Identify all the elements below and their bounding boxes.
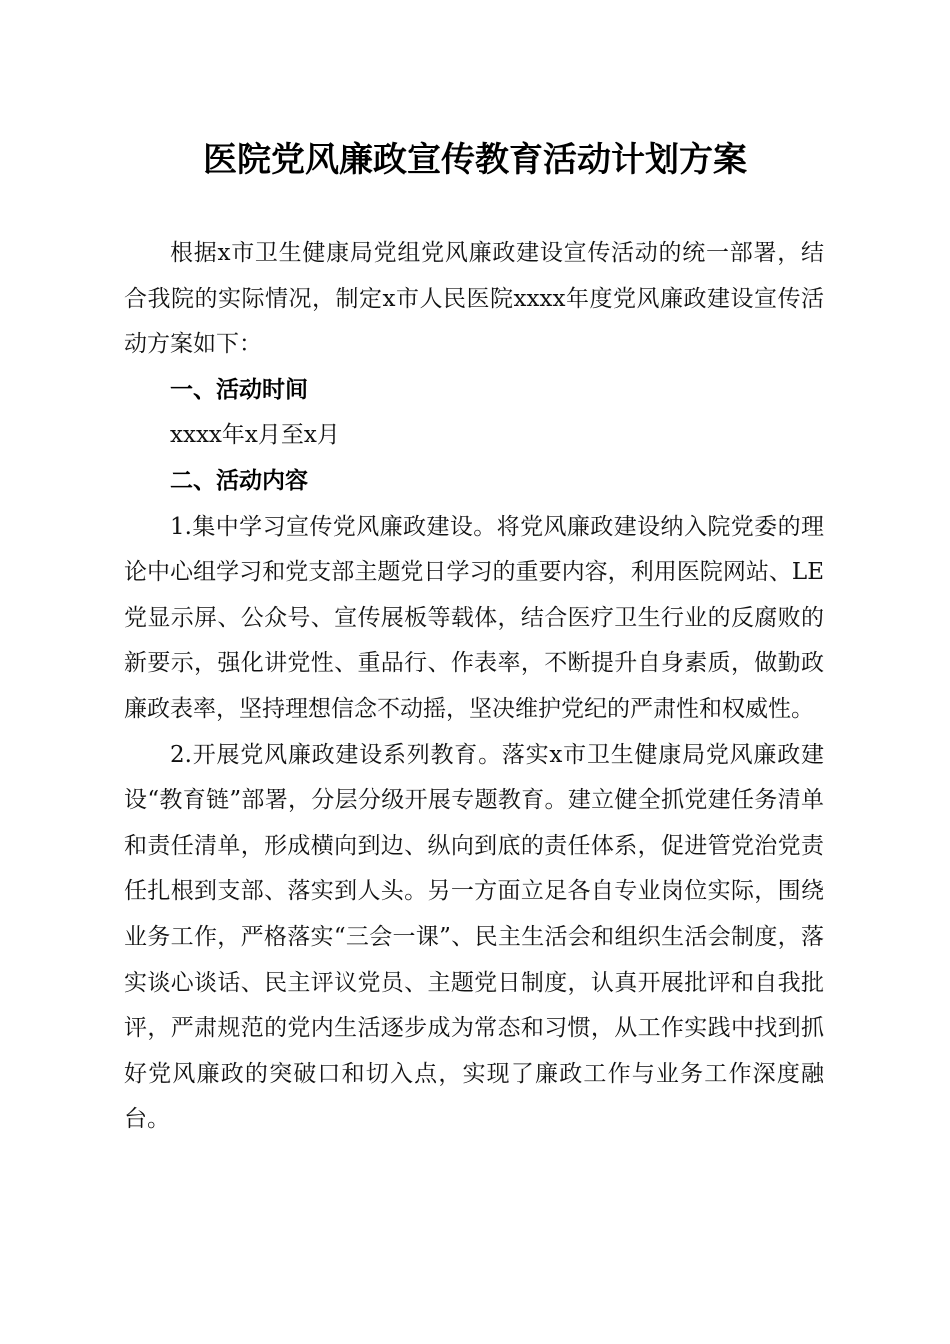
activity-time-text: xxxx年x月至x月 (170, 422, 340, 449)
intro-paragraph: 根据x市卫生健康局党组党风廉政建设宣传活动的统一部署，结合我院的实际情况，制定x市人民医院xxxx年度党风廉政建设宣传活动方案如下： (124, 240, 824, 358)
section-heading-time: 一、活动时间 (170, 376, 308, 403)
document-body (124, 231, 824, 1143)
content-item-1: 1.集中学习宣传党风廉政建设。将党风廉政建设纳入院党委的理论中心组学习和党支部主题党日学习的重要内容，利用医院网站、LE党显示屏、公众号、宣传展板等载体，结合医疗卫生行业的反腐败的新要示，强化讲党性、重品行、作表率，不断提升自身素质，做勤政廉政表率，坚持理想信念不动摇，坚决维护党纪的严肃性和权威性。 (124, 513, 824, 722)
section-heading-content: 二、活动内容 (170, 467, 308, 494)
document-title: 医院党风廉政宣传教育活动计划方案 (203, 140, 747, 180)
content-item-2: 2.开展党风廉政建设系列教育。落实x市卫生健康局党风廉政建设“教育链”部署，分层分级开展专题教育。建立健全抓党建任务清单和责任清单，形成横向到边、纵向到底的责任体系，促进管党治党责任扎根到支部、落实到人头。另一方面立足各自专业岗位实际，围绕业务工作，严格落实“三会一课”、民主生活会和组织生活会制度，落实谈心谈话、民主评议党员、主题党日制度，认真开展批评和自我批评，严肃规范的党内生活逐步成为常态和习惯，从工作实践中找到抓好党风廉政的突破口和切入点，实现了廉政工作与业务工作深度融台。 (124, 741, 824, 1133)
